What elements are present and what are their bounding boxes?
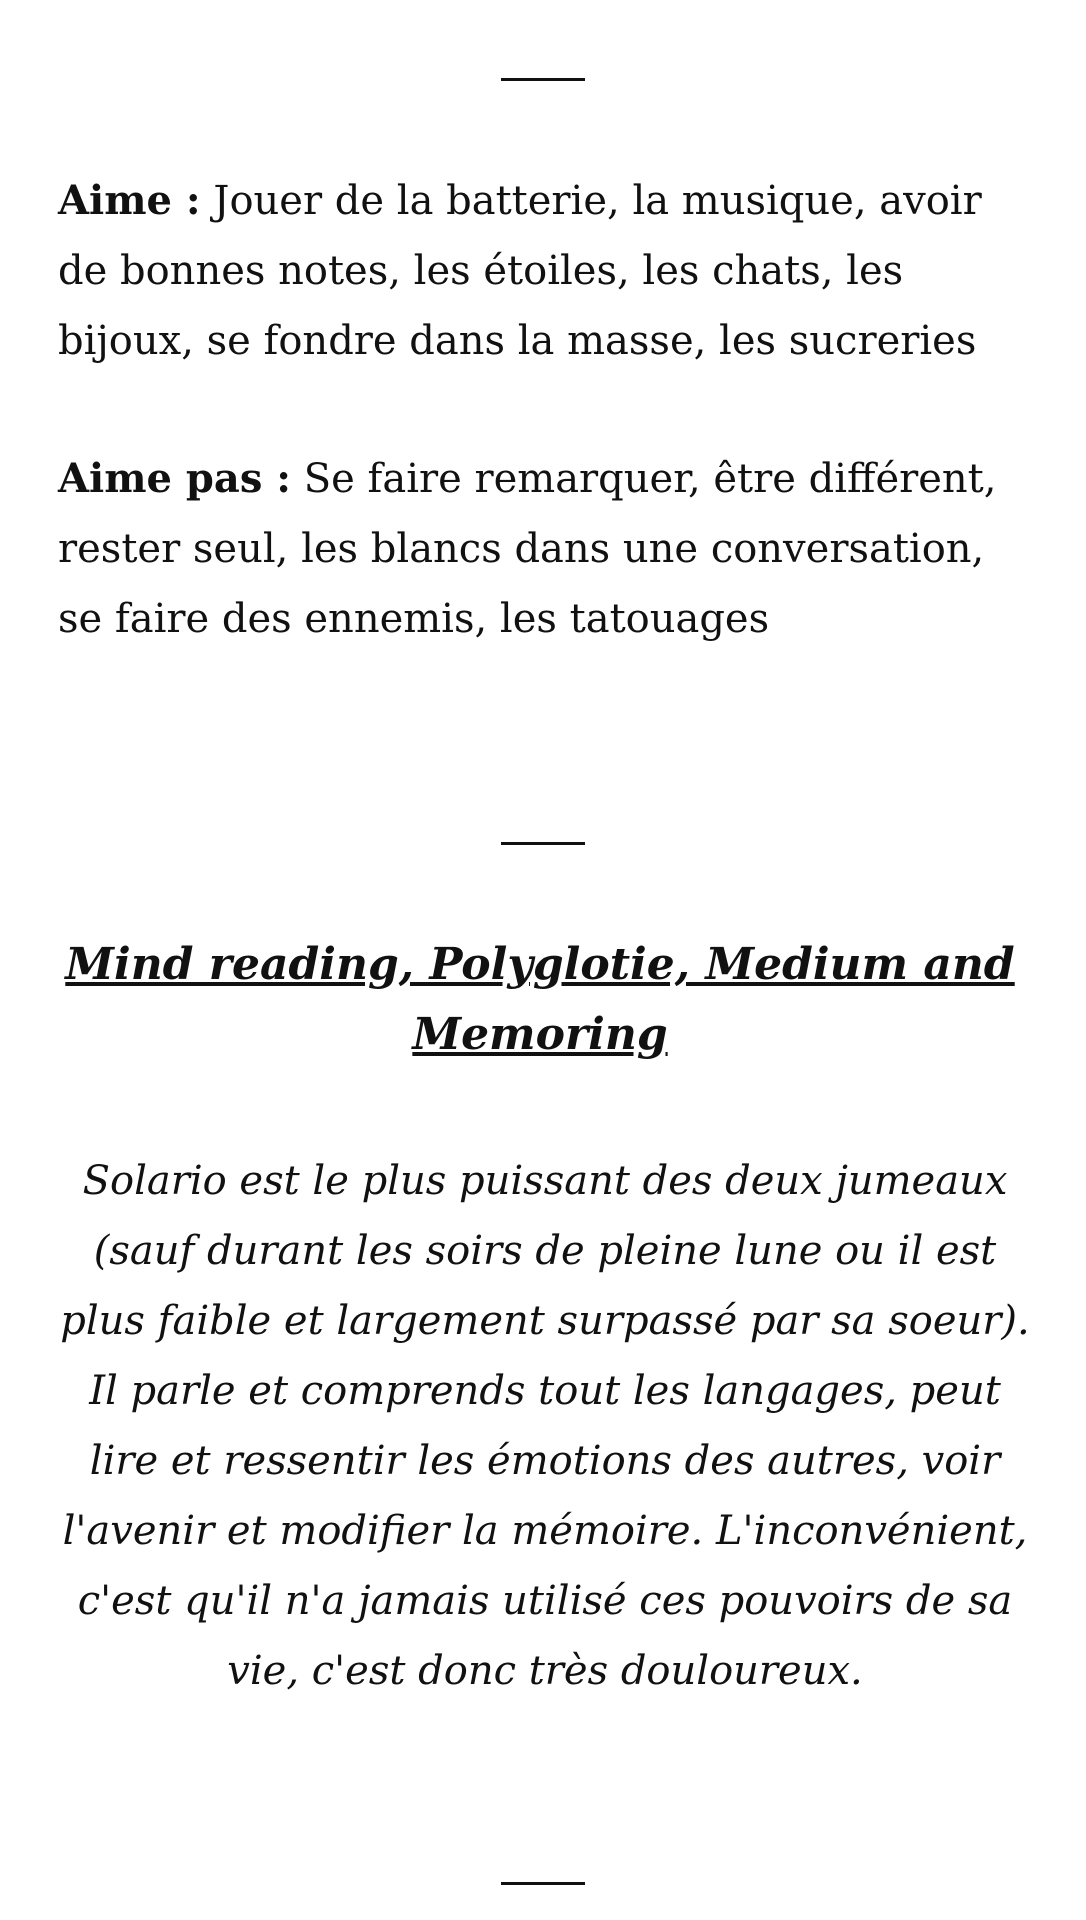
likes-text: Jouer de la batterie, la musique, avoir de bonnes notes, les étoiles, les chats, les bijoux, se fondre dans la masse, les sucreries	[58, 178, 982, 364]
power-description: Solario est le plus puissant des deux jumeaux (sauf durant les soirs de pleine lune ou il est plus faible et largement surpassé par sa soeur). Il parle et comprends tout les langages, peut lire et ressentir les émotions des autres, voir l'avenir et modifier la mémoire. L'inconvénient, c'est qu'il n'a jamais utilisé ces pouvoirs de sa vie, c'est donc très douloureux.	[60, 1158, 1030, 1694]
section-divider	[501, 842, 585, 845]
dislikes-text: Se faire remarquer, être différent, rester seul, les blancs dans une conversation, se faire des ennemis, les tatouages	[58, 456, 997, 642]
power-title: Mind reading, Polyglotie, Medium and Memoring	[65, 939, 1015, 1060]
likes-paragraph	[58, 166, 1018, 376]
dislikes-paragraph	[58, 444, 1018, 654]
dislikes-label: Aime pas :	[58, 455, 292, 502]
section-divider	[501, 1882, 585, 1885]
likes-label: Aime :	[58, 177, 201, 224]
section-divider	[501, 78, 585, 81]
